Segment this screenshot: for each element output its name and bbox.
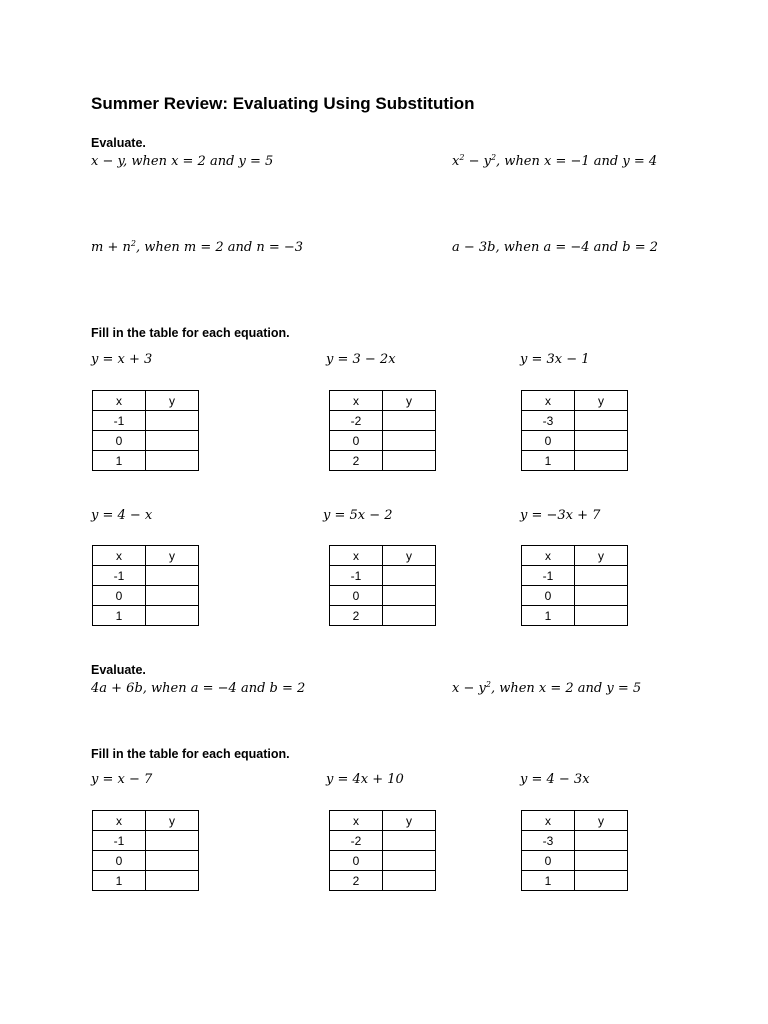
y-answer-cell[interactable] <box>383 431 436 451</box>
y-answer-cell[interactable] <box>575 606 628 626</box>
y-answer-cell[interactable] <box>575 431 628 451</box>
table-header-row <box>330 811 436 831</box>
column-header-x: x <box>93 391 146 411</box>
xy-table <box>329 810 436 891</box>
column-header-y: y <box>383 811 436 831</box>
xy-table <box>92 545 199 626</box>
column-header-y: y <box>383 546 436 566</box>
problem-1 <box>91 154 273 169</box>
y-answer-cell[interactable] <box>146 606 199 626</box>
table-row <box>522 831 628 851</box>
x-cell: 1 <box>93 871 146 891</box>
x-cell: 0 <box>330 851 383 871</box>
x-cell: 0 <box>93 586 146 606</box>
table-header-row <box>93 546 199 566</box>
x-cell: 0 <box>93 431 146 451</box>
exponent: 2 <box>490 153 497 162</box>
y-answer-cell[interactable] <box>146 586 199 606</box>
section-heading-fill-table-2: Fill in the table for each equation. <box>91 747 290 761</box>
x-cell: -1 <box>93 411 146 431</box>
exponent: 2 <box>459 153 465 162</box>
column-header-y: y <box>383 391 436 411</box>
table-row <box>330 451 436 471</box>
column-header-x: x <box>522 811 575 831</box>
y-answer-cell[interactable] <box>383 411 436 431</box>
equation-label: y = 4x + 10 <box>326 772 404 787</box>
x-cell: -1 <box>522 566 575 586</box>
xy-table <box>329 545 436 626</box>
y-answer-cell[interactable] <box>575 566 628 586</box>
problem-expression: x − y <box>452 681 486 696</box>
equation-label: y = 3 − 2x <box>326 352 396 367</box>
problem-condition: , when a = −4 and b = 2 <box>495 240 659 255</box>
table-row <box>330 566 436 586</box>
x-cell: 2 <box>330 606 383 626</box>
y-answer-cell[interactable] <box>575 851 628 871</box>
equation-label: y = −3x + 7 <box>520 508 601 523</box>
y-answer-cell[interactable] <box>383 566 436 586</box>
equation-label: y = 5x − 2 <box>323 508 393 523</box>
x-cell: 1 <box>93 451 146 471</box>
table-row <box>522 586 628 606</box>
problem-4 <box>452 240 658 255</box>
table-row <box>330 851 436 871</box>
y-answer-cell[interactable] <box>146 411 199 431</box>
y-answer-cell[interactable] <box>575 451 628 471</box>
x-cell: 0 <box>93 851 146 871</box>
column-header-x: x <box>330 546 383 566</box>
y-answer-cell[interactable] <box>146 871 199 891</box>
x-cell: -2 <box>330 831 383 851</box>
table-row <box>93 411 199 431</box>
table-header-row <box>93 811 199 831</box>
xy-table <box>329 390 436 471</box>
column-header-x: x <box>93 546 146 566</box>
problem-2 <box>452 154 657 169</box>
table-row <box>522 566 628 586</box>
x-cell: 1 <box>522 606 575 626</box>
problem-expression: 4a + 6b <box>91 681 143 696</box>
table-row <box>330 411 436 431</box>
table-header-row <box>522 546 628 566</box>
y-answer-cell[interactable] <box>146 431 199 451</box>
y-answer-cell[interactable] <box>383 451 436 471</box>
y-answer-cell[interactable] <box>575 411 628 431</box>
y-answer-cell[interactable] <box>146 566 199 586</box>
problem-5 <box>91 681 305 696</box>
table-row <box>93 606 199 626</box>
xy-table <box>92 390 199 471</box>
problem-expression: m + n <box>91 240 131 255</box>
y-answer-cell[interactable] <box>383 851 436 871</box>
xy-table <box>521 390 628 471</box>
y-answer-cell[interactable] <box>146 451 199 471</box>
x-cell: 2 <box>330 451 383 471</box>
table-row <box>330 606 436 626</box>
table-row <box>93 566 199 586</box>
x-cell: 1 <box>93 606 146 626</box>
x-cell: 2 <box>330 871 383 891</box>
problem-expression: a − 3b <box>452 240 496 255</box>
table-row <box>522 871 628 891</box>
equation-label: y = 4 − 3x <box>520 772 590 787</box>
table-row <box>522 411 628 431</box>
column-header-y: y <box>575 546 628 566</box>
x-cell: -1 <box>93 831 146 851</box>
table-row <box>93 451 199 471</box>
y-answer-cell[interactable] <box>383 871 436 891</box>
x-cell: -3 <box>522 411 575 431</box>
table-row <box>522 851 628 871</box>
column-header-x: x <box>330 391 383 411</box>
table-row <box>93 586 199 606</box>
x-cell: 0 <box>330 431 383 451</box>
problem-condition: , when a = −4 and b = 2 <box>142 681 306 696</box>
column-header-y: y <box>146 391 199 411</box>
xy-table <box>92 810 199 891</box>
column-header-x: x <box>93 811 146 831</box>
table-row <box>522 451 628 471</box>
page-title: Summer Review: Evaluating Using Substitution <box>91 94 475 113</box>
table-header-row <box>93 391 199 411</box>
table-row <box>330 586 436 606</box>
problem-condition: , when x = 2 and y = 5 <box>490 681 642 696</box>
y-answer-cell[interactable] <box>146 831 199 851</box>
column-header-x: x <box>522 546 575 566</box>
xy-table <box>521 545 628 626</box>
y-answer-cell[interactable] <box>383 831 436 851</box>
table-row <box>330 831 436 851</box>
x-cell: 0 <box>330 586 383 606</box>
problem-expression: x − y <box>91 154 124 169</box>
section-heading-evaluate-2: Evaluate. <box>91 663 146 677</box>
column-header-y: y <box>575 811 628 831</box>
problem-condition: , when m = 2 and n = −3 <box>135 240 304 255</box>
y-answer-cell[interactable] <box>383 586 436 606</box>
column-header-y: y <box>146 811 199 831</box>
column-header-y: y <box>146 546 199 566</box>
x-cell: 0 <box>522 586 575 606</box>
column-header-x: x <box>330 811 383 831</box>
xy-table <box>521 810 628 891</box>
x-cell: -2 <box>330 411 383 431</box>
table-row <box>522 606 628 626</box>
x-cell: -3 <box>522 831 575 851</box>
table-header-row <box>522 811 628 831</box>
section-heading-fill-table-1: Fill in the table for each equation. <box>91 326 290 340</box>
table-row <box>522 431 628 451</box>
table-row <box>93 831 199 851</box>
table-row <box>93 851 199 871</box>
table-header-row <box>330 391 436 411</box>
column-header-y: y <box>575 391 628 411</box>
table-row <box>93 871 199 891</box>
y-answer-cell[interactable] <box>575 831 628 851</box>
x-cell: 0 <box>522 431 575 451</box>
equation-label: y = x + 3 <box>91 352 153 367</box>
y-answer-cell[interactable] <box>575 871 628 891</box>
problem-3 <box>91 240 303 255</box>
x-cell: -1 <box>93 566 146 586</box>
exponent: 2 <box>485 680 491 689</box>
y-answer-cell[interactable] <box>383 606 436 626</box>
table-row <box>330 431 436 451</box>
x-cell: 0 <box>522 851 575 871</box>
y-answer-cell[interactable] <box>575 586 628 606</box>
x-cell: 1 <box>522 451 575 471</box>
column-header-x: x <box>522 391 575 411</box>
x-cell: 1 <box>522 871 575 891</box>
table-header-row <box>522 391 628 411</box>
problem-6 <box>452 681 641 696</box>
exponent: 2 <box>130 239 136 248</box>
problem-condition: , when x = 2 and y = 5 <box>123 154 274 169</box>
table-header-row <box>330 546 436 566</box>
table-row <box>93 431 199 451</box>
problem-condition: , when x = −1 and y = 4 <box>496 154 658 169</box>
table-row <box>330 871 436 891</box>
problem-expression-part: − y <box>464 154 491 169</box>
equation-label: y = 4 − x <box>91 508 153 523</box>
x-cell: -1 <box>330 566 383 586</box>
equation-label: y = x − 7 <box>91 772 153 787</box>
problem-expression: x <box>452 154 460 169</box>
equation-label: y = 3x − 1 <box>520 352 590 367</box>
section-heading-evaluate-1: Evaluate. <box>91 136 146 150</box>
y-answer-cell[interactable] <box>146 851 199 871</box>
